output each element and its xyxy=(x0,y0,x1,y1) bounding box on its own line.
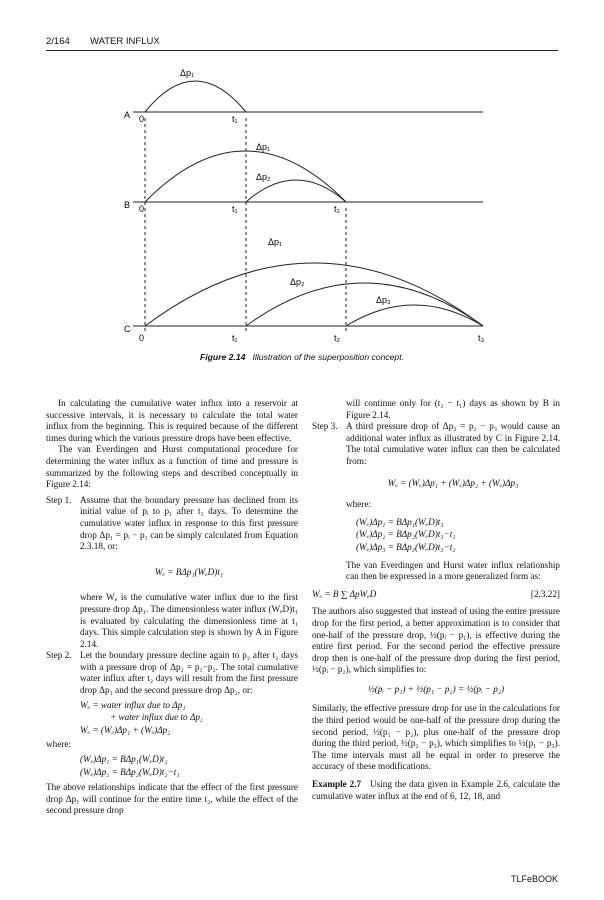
header-rule xyxy=(46,50,558,51)
equation-f: (Wₑ)Δp₁ = BΔp₁(WₑD)t₃ xyxy=(356,516,444,527)
example-2-7 xyxy=(312,779,560,802)
label-c-dp1: Δp₁ xyxy=(268,237,283,247)
label-c-dp2: Δp₂ xyxy=(290,277,305,287)
t1-b: t₁ xyxy=(232,204,238,214)
caption-number: Figure 2.14 xyxy=(200,352,246,362)
figure-caption xyxy=(0,352,604,362)
running-header xyxy=(46,36,558,50)
left-para-1: In calculating the cumulative water influx into a reservoir at successive intervals, it is necessary to calculate the total water influx from the beginning. This is required because of the different times during which the various pressure drops have been effective. xyxy=(46,398,298,443)
left-para-2: The van Everdingen and Hurst computational procedure for determining the water influx as a function of time and pressure is summarized by the following steps and described conceptually in Figure 2.14: xyxy=(46,444,298,490)
equation-half: ½(pᵢ − p₁) + ½(p₁ − p₂) = ½(pᵢ − p₂) xyxy=(367,683,505,694)
example-label: Example 2.7 xyxy=(312,779,362,790)
equation-number: [2.3.22] xyxy=(530,588,560,599)
t2-c: t₂ xyxy=(334,333,340,343)
label-b-dp2: Δp₂ xyxy=(256,172,271,182)
step-3-text: A third pressure drop of Δp₃ = p₂ − p₃ would cause an additional water influx as illustrated by C in Figure 2.14. The total cumulative water influx can then be calculated from: xyxy=(346,421,560,466)
step-2-text: Let the boundary pressure decline again to p₂ after t₂ days with a pressure drop of Δp₂ = p₁−p₂. The total cumulative water influx after t₂ days will result from the first pressure drop Δp₁ and the second pressure drop Δp₂, or: xyxy=(80,650,298,696)
origin-c: 0 xyxy=(139,333,145,343)
equation-sum: Wₑ = (Wₑ)Δp₁ + (Wₑ)Δp₂ + (Wₑ)Δp₃ xyxy=(387,477,519,488)
step-1-text: Assume that the boundary pressure has declined from its initial value of pᵢ to p₁ after t₁ days. To determine the cumulative water influx in response to this first pressure drop Δp₁ = pᵢ − p₁ can be simply calculated from Equation 2.3.18, or: xyxy=(80,494,298,552)
equation-a: Wₑ = water influx due to Δp₁ xyxy=(80,699,186,710)
row-label-b: B xyxy=(124,200,131,210)
equation-general-row xyxy=(312,589,560,601)
left-where: where: xyxy=(46,739,71,750)
equation-d: (Wₑ)Δp₁ = BΔp₁(WₑD)t₂ xyxy=(80,754,168,765)
equation-b: + water influx due to Δp₂ xyxy=(110,712,204,723)
curve-b-dp1 xyxy=(145,151,346,202)
right-where: where: xyxy=(346,499,371,510)
curve-c-dp1 xyxy=(145,263,483,326)
step-1-label: Step 1. xyxy=(46,494,72,505)
label-c-dp3: Δp₃ xyxy=(376,295,391,305)
right-para-1: will continue only for (t₂ − t₁) days as shown by B in Figure 2.14. xyxy=(346,398,560,420)
label-b-dp1: Δp₁ xyxy=(256,142,271,152)
right-para-2: The van Everdingen and Hurst water influx relationship can then be expressed in a more generalized form as: xyxy=(346,559,560,582)
origin-a: 0 xyxy=(139,114,145,124)
curve-c-dp2 xyxy=(246,283,483,326)
equation-c: Wₑ = (Wₑ)Δp₁ + (Wₑ)Δp₂ xyxy=(80,724,171,735)
curve-c-dp3 xyxy=(346,305,483,326)
step-3 xyxy=(312,421,560,583)
equation-block-step2 xyxy=(46,700,298,737)
equation-e: (Wₑ)Δp₂ = BΔp₂(WₑD)t₂−t₁ xyxy=(80,766,180,777)
equation-g: (Wₑ)Δp₂ = BΔp₂(WₑD)t₃−t₁ xyxy=(356,529,456,540)
step-2-label: Step 2. xyxy=(46,650,72,661)
left-para-last: The above relationships indicate that the effect of the first pressure drop Δp₁ will continue for the entire time t₂, while the effect of the second pressure drop xyxy=(46,782,298,816)
t1-a: t₁ xyxy=(232,114,238,124)
example-text: Using the data given in Example 2.6, calculate the cumulative water influx at the end of 6, 12, 18, and xyxy=(312,779,561,801)
curve-a-dp1 xyxy=(145,81,246,112)
equation-block-where xyxy=(46,754,298,778)
left-column xyxy=(46,398,298,817)
equation-block-step3 xyxy=(346,517,560,554)
right-para-3: The authors also suggested that instead of using the entire pressure drop for the first period, a better approximation is to consider that one-half of the pressure drop, ½(pᵢ − p₁), is effective during the entire first period. For the second period the effective pressure drop then is one-half of the pressure drop during the first period, ½(pᵢ − p₂), which simplifies to: xyxy=(312,606,560,675)
step-3-label: Step 3. xyxy=(312,421,338,432)
page-number: 2/164 xyxy=(46,36,70,47)
superposition-figure xyxy=(0,60,604,350)
step-1 xyxy=(46,495,298,651)
equation-general: Wₑ = B ∑ ΔpWₑD xyxy=(312,588,377,599)
right-column xyxy=(312,398,560,802)
row-label-c: C xyxy=(124,324,131,334)
footer-mark: TLFeBOOK xyxy=(510,874,558,884)
caption-text: Illustration of the superposition concept. xyxy=(252,352,404,362)
origin-b: 0 xyxy=(139,204,145,214)
step-2 xyxy=(46,650,298,696)
row-label-a: A xyxy=(124,110,131,120)
equation-we1: Wₑ = BΔp₁(WₑD)t₁ xyxy=(154,566,224,577)
t2-b: t₂ xyxy=(334,204,340,214)
t1-c: t₁ xyxy=(232,333,238,343)
equation-h: (Wₑ)Δp₃ = BΔp₃(WₑD)t₃−t₂ xyxy=(356,541,456,552)
curve-b-dp2 xyxy=(246,180,346,202)
section-title: WATER INFLUX xyxy=(90,36,160,47)
step-1-after: where Wₑ is the cumulative water influx due to the first pressure drop Δp₁. The dimensionless water influx (WₑD)t₁ is evaluated by calculating the dimensionless time at t₁ days. This simple calculation step is shown by A in Figure 2.14. xyxy=(80,592,298,649)
t3-c: t₃ xyxy=(478,333,485,343)
label-a-dp1: Δp₁ xyxy=(180,68,195,78)
right-para-4: Similarly, the effective pressure drop for use in the calculations for the third period would be one-half of the pressure drop during the second period, ½(p₁ − p₂), plus one-half of the pressure drop during the third period, ½(p₂ − p₃), which simplifies to ½(p₁ − p₃). The time intervals must all be equal in order to preserve the accuracy of these modifications. xyxy=(312,703,560,772)
